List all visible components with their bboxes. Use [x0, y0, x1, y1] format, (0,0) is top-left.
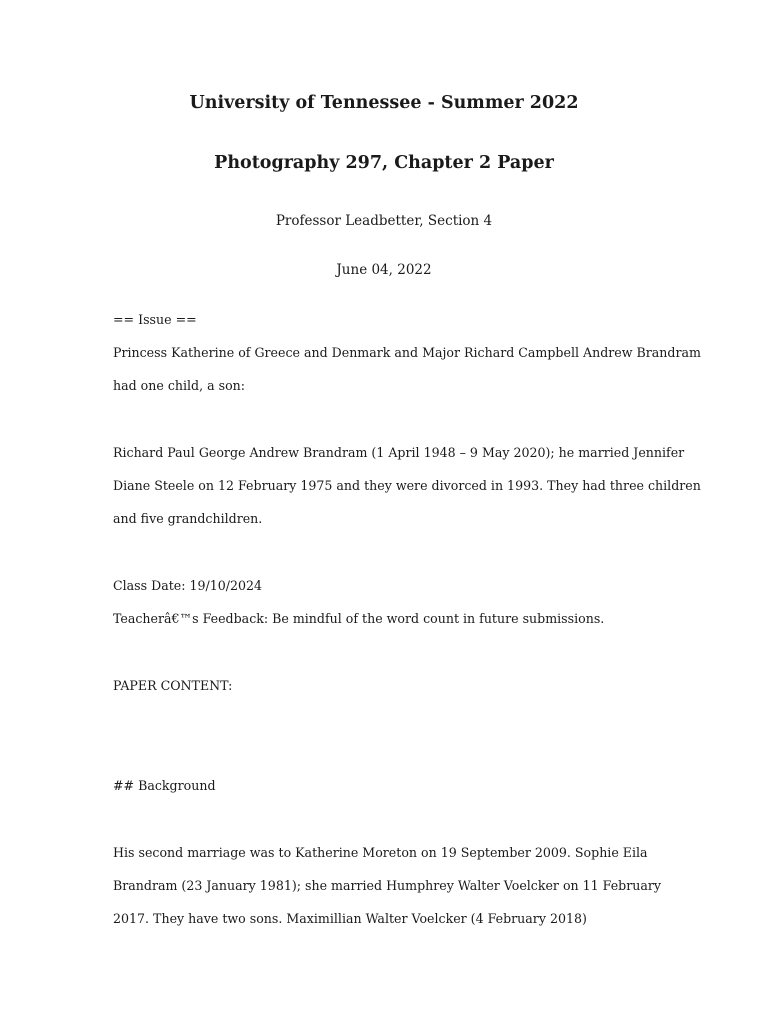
background-text-line: His second marriage was to Katherine Moreton on 19 September 2009. Sophie Eila — [113, 845, 648, 860]
son-text-line: Richard Paul George Andrew Brandram (1 April 1948 – 9 May 2020); he married Jennifer — [113, 445, 685, 460]
course-title: Photography 297, Chapter 2 Paper — [214, 153, 554, 173]
issue-text-line: had one child, a son: — [113, 378, 246, 393]
son-text-line: and five grandchildren. — [113, 511, 263, 526]
background-text-line: Brandram (23 January 1981); she married Humphrey Walter Voelcker on 11 February — [113, 878, 662, 893]
professor-line: Professor Leadbetter, Section 4 — [275, 213, 493, 229]
background-text-line: 2017. They have two sons. Maximillian Walter Voelcker (4 February 2018) — [113, 911, 587, 926]
issue-heading: == Issue == — [113, 312, 197, 327]
class-date: Class Date: 19/10/2024 — [113, 578, 263, 593]
issue-text-line: Princess Katherine of Greece and Denmark and Major Richard Campbell Andrew Brandram — [113, 345, 701, 360]
son-text-line: Diane Steele on 12 February 1975 and they were divorced in 1993. They had three children — [113, 478, 701, 493]
paper-content-label: PAPER CONTENT: — [113, 678, 233, 693]
date-line: June 04, 2022 — [336, 262, 432, 278]
teacher-feedback: Teacherâ€™s Feedback: Be mindful of the word count in future submissions. — [113, 611, 605, 626]
document-title: University of Tennessee - Summer 2022 — [189, 93, 579, 113]
background-heading: ## Background — [113, 778, 216, 793]
